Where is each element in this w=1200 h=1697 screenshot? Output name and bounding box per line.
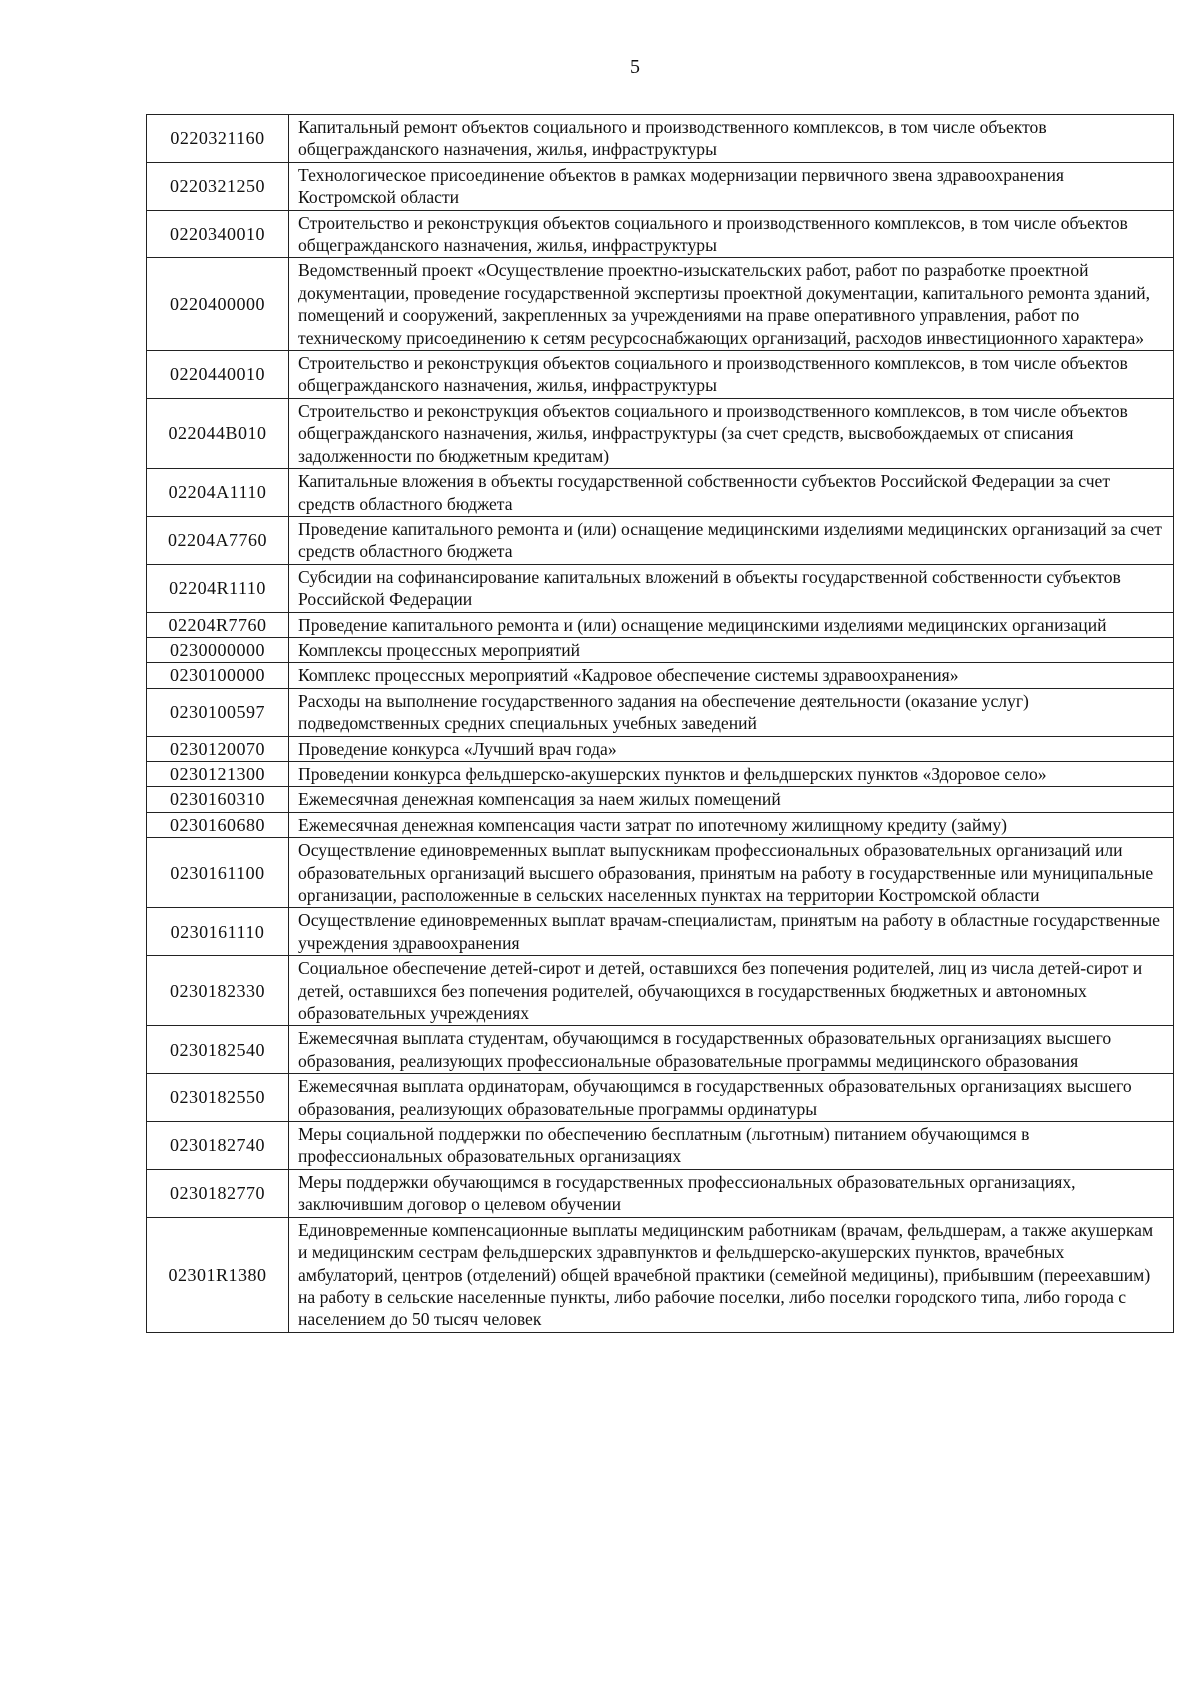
classification-code: 02204A1110	[147, 469, 289, 517]
table-row	[147, 736, 1174, 761]
classification-code: 0220440010	[147, 351, 289, 399]
classification-code: 0220400000	[147, 258, 289, 351]
table-row	[147, 663, 1174, 688]
classification-code: 02301R1380	[147, 1217, 289, 1332]
expense-description: Осуществление единовременных выплат выпускникам профессиональных образовательных организаций или образовательных организаций высшего образования, принятым на работу в государственные или муниципальные организации, расположенные в сельских населенных пунктах на территории Костромской области	[289, 838, 1174, 908]
classification-code: 022044B010	[147, 398, 289, 468]
expense-description: Строительство и реконструкция объектов социального и производственного комплексов, в том числе объектов общегражданского назначения, жилья, инфраструктуры	[289, 210, 1174, 258]
expense-description: Проведение конкурса «Лучший врач года»	[289, 736, 1174, 761]
expense-description: Проведении конкурса фельдшерско-акушерских пунктов и фельдшерских пунктов «Здоровое село»	[289, 761, 1174, 786]
expense-description: Проведение капитального ремонта и (или) оснащение медицинскими изделиями медицинских организаций	[289, 612, 1174, 637]
classification-code: 0230182740	[147, 1122, 289, 1170]
expense-description: Расходы на выполнение государственного задания на обеспечение деятельности (оказание услуг) подведомственных средних специальных учебных заведений	[289, 688, 1174, 736]
classification-code: 0230182540	[147, 1026, 289, 1074]
table-row	[147, 258, 1174, 351]
page-number: 5	[630, 56, 640, 78]
table-row	[147, 351, 1174, 399]
table-row	[147, 1026, 1174, 1074]
expense-description: Строительство и реконструкция объектов социального и производственного комплексов, в том числе объектов общегражданского назначения, жилья, инфраструктуры (за счет средств, высвобождаемых от списания задолженности по бюджетным кредитам)	[289, 398, 1174, 468]
table-row	[147, 1122, 1174, 1170]
classification-code: 0230100597	[147, 688, 289, 736]
table-row	[147, 956, 1174, 1026]
classification-code: 0230160310	[147, 787, 289, 812]
expense-description: Ежемесячная выплата студентам, обучающимся в государственных образовательных организациях высшего образования, реализующих профессиональные образовательные программы медицинского образования	[289, 1026, 1174, 1074]
table-row	[147, 398, 1174, 468]
classification-code: 0230161110	[147, 908, 289, 956]
expense-description: Технологическое присоединение объектов в рамках модернизации первичного звена здравоохранения Костромской области	[289, 162, 1174, 210]
budget-codes-table	[146, 114, 1174, 1333]
classification-code: 02204A7760	[147, 516, 289, 564]
classification-code: 0220321160	[147, 115, 289, 163]
table-row	[147, 162, 1174, 210]
expense-description: Ежемесячная денежная компенсация части затрат по ипотечному жилищному кредиту (займу)	[289, 812, 1174, 837]
table-row	[147, 838, 1174, 908]
table-row	[147, 564, 1174, 612]
expense-description: Меры социальной поддержки по обеспечению бесплатным (льготным) питанием обучающимся в профессиональных образовательных организациях	[289, 1122, 1174, 1170]
expense-description: Комплекс процессных мероприятий «Кадровое обеспечение системы здравоохранения»	[289, 663, 1174, 688]
expense-description: Меры поддержки обучающимся в государственных профессиональных образовательных организациях, заключившим договор о целевом обучении	[289, 1169, 1174, 1217]
classification-code: 0230182770	[147, 1169, 289, 1217]
table-row	[147, 908, 1174, 956]
budget-codes-table-body	[147, 115, 1174, 1333]
expense-description: Социальное обеспечение детей-сирот и детей, оставшихся без попечения родителей, лиц из числа детей-сирот и детей, оставшихся без попечения родителей, обучающихся в государственных бюджетных и автономных образовательных учреждениях	[289, 956, 1174, 1026]
table-row	[147, 1074, 1174, 1122]
classification-code: 0230100000	[147, 663, 289, 688]
expense-description: Проведение капитального ремонта и (или) оснащение медицинскими изделиями медицинских организаций за счет средств областного бюджета	[289, 516, 1174, 564]
table-row	[147, 210, 1174, 258]
classification-code: 0230160680	[147, 812, 289, 837]
table-row	[147, 761, 1174, 786]
classification-code: 0220340010	[147, 210, 289, 258]
expense-description: Ежемесячная денежная компенсация за наем жилых помещений	[289, 787, 1174, 812]
table-row	[147, 637, 1174, 662]
expense-description: Ежемесячная выплата ординаторам, обучающимся в государственных образовательных организациях высшего образования, реализующих образовательные программы ординатуры	[289, 1074, 1174, 1122]
table-row	[147, 612, 1174, 637]
table-row	[147, 1217, 1174, 1332]
table-row	[147, 688, 1174, 736]
classification-code: 02204R7760	[147, 612, 289, 637]
expense-description: Единовременные компенсационные выплаты медицинским работникам (врачам, фельдшерам, а также акушеркам и медицинским сестрам фельдшерских здравпунктов и фельдшерско-акушерских пунктов, врачебных амбулаторий, центров (отделений) общей врачебной практики (семейной медицины), прибывшим (переехавшим) на работу в сельские населенные пункты, либо рабочие поселки, либо поселки городского типа, либо города с населением до 50 тысяч человек	[289, 1217, 1174, 1332]
expense-description: Строительство и реконструкция объектов социального и производственного комплексов, в том числе объектов общегражданского назначения, жилья, инфраструктуры	[289, 351, 1174, 399]
expense-description: Капитальные вложения в объекты государственной собственности субъектов Российской Федерации за счет средств областного бюджета	[289, 469, 1174, 517]
classification-code: 0230120070	[147, 736, 289, 761]
classification-code: 0230182330	[147, 956, 289, 1026]
classification-code: 0220321250	[147, 162, 289, 210]
classification-code: 0230182550	[147, 1074, 289, 1122]
expense-description: Капитальный ремонт объектов социального и производственного комплексов, в том числе объектов общегражданского назначения, жилья, инфраструктуры	[289, 115, 1174, 163]
classification-code: 0230000000	[147, 637, 289, 662]
classification-code: 0230121300	[147, 761, 289, 786]
table-row	[147, 516, 1174, 564]
expense-description: Осуществление единовременных выплат врачам-специалистам, принятым на работу в областные государственные учреждения здравоохранения	[289, 908, 1174, 956]
table-row	[147, 115, 1174, 163]
table-row	[147, 812, 1174, 837]
expense-description: Субсидии на софинансирование капитальных вложений в объекты государственной собственности субъектов Российской Федерации	[289, 564, 1174, 612]
table-row	[147, 1169, 1174, 1217]
classification-code: 02204R1110	[147, 564, 289, 612]
table-row	[147, 469, 1174, 517]
expense-description: Комплексы процессных мероприятий	[289, 637, 1174, 662]
table-row	[147, 787, 1174, 812]
expense-description: Ведомственный проект «Осуществление проектно-изыскательских работ, работ по разработке проектной документации, проведение государственной экспертизы проектной документации, капитального ремонта зданий, помещений и сооружений, закрепленных за учреждениями на праве оперативного управления, работ по техническому присоединению к сетям ресурсоснабжающих организаций, расходов инвестиционного характера»	[289, 258, 1174, 351]
classification-code: 0230161100	[147, 838, 289, 908]
